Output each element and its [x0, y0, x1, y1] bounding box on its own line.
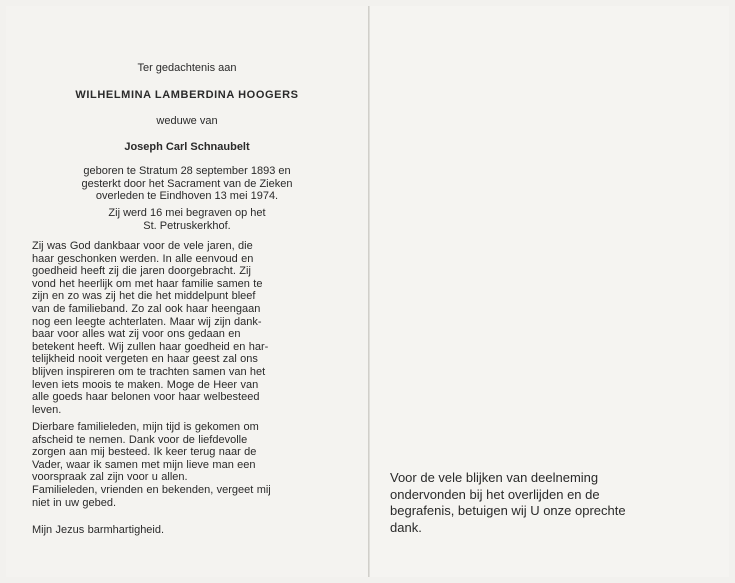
p2-line: Vader, waar ik samen met mijn lieve man een	[32, 458, 256, 471]
p1-line: leven.	[32, 403, 62, 416]
birth-line-2: gesterkt door het Sacrament van de Zieken	[81, 177, 293, 190]
p1-line: van de familieband. Zo zal ook haar heengaan	[32, 302, 261, 315]
p1-line: alle goeds haar belonen voor haar welbesteed	[32, 391, 260, 404]
burial-block	[6, 207, 368, 232]
burial-line-1: Zij werd 16 mei begraven op het	[108, 207, 266, 219]
closing-thanks	[390, 470, 720, 536]
paragraph-gratitude	[32, 240, 337, 416]
left-page	[6, 6, 369, 577]
right-page	[370, 6, 729, 577]
p2-line: voorspraak zal zijn voor u allen.	[32, 471, 188, 484]
p1-line: haar geschonken werden. In alle eenvoud en	[32, 252, 254, 265]
p2-line: niet in uw gebed.	[32, 496, 117, 509]
intro-text: Ter gedachtenis aan	[137, 62, 237, 74]
p2-line: afscheid te nemen. Dank voor de liefdevolle	[32, 433, 248, 446]
p1-line: blijven inspireren om te trachten samen van het	[32, 365, 266, 378]
spouse-name: Joseph Carl Schnaubelt	[124, 141, 250, 153]
p1-line: zijn en zo was zij het die het middelpunt bleef	[32, 290, 256, 303]
relation-text: weduwe van	[156, 115, 218, 127]
p2-line: Dierbare familieleden, mijn tijd is gekomen om	[32, 421, 259, 433]
closing-line: ondervonden bij het overlijden en de	[390, 486, 600, 502]
closing-line: Voor de vele blijken van deelneming	[390, 470, 599, 485]
p1-line: vond het heerlijk om met haar familie samen te	[32, 277, 263, 290]
p1-line: leven iets moois te maken. Moge de Heer van	[32, 378, 259, 391]
birth-line-3: overleden te Eindhoven 13 mei 1974.	[95, 190, 279, 202]
p1-line: Zij was God dankbaar voor de vele jaren, die	[32, 240, 253, 252]
p1-line: nog een leegte achterlaten. Maar wij zijn dank-	[32, 315, 262, 328]
p2-line: zorgen aan mij besteed. Ik keer terug naar de	[32, 446, 257, 459]
closing-line: dank.	[390, 519, 422, 535]
p2-line: Familieleden, vrienden en bekenden, vergeet mij	[32, 483, 271, 496]
closing-line: begrafenis, betuigen wij U onze oprechte	[390, 503, 626, 518]
p1-line: betekent heeft. Wij zullen haar goedheid en har-	[32, 340, 269, 353]
p1-line: telijkheid nooit vergeten en haar geest zal ons	[32, 353, 258, 366]
birth-death-block	[6, 165, 368, 203]
p1-line: baar voor alles wat zij voor ons gedaan en	[32, 328, 241, 341]
burial-line-2: St. Petruskerkhof.	[143, 219, 231, 232]
birth-line-1: geboren te Stratum 28 september 1893 en	[83, 165, 291, 177]
deceased-name: WILHELMINA LAMBERDINA HOOGERS	[75, 89, 299, 101]
paragraph-farewell	[32, 421, 337, 509]
final-prayer: Mijn Jezus barmhartigheid.	[32, 524, 165, 536]
p1-line: goedheid heeft zij die jaren doorgebracht. Zij	[32, 265, 251, 278]
